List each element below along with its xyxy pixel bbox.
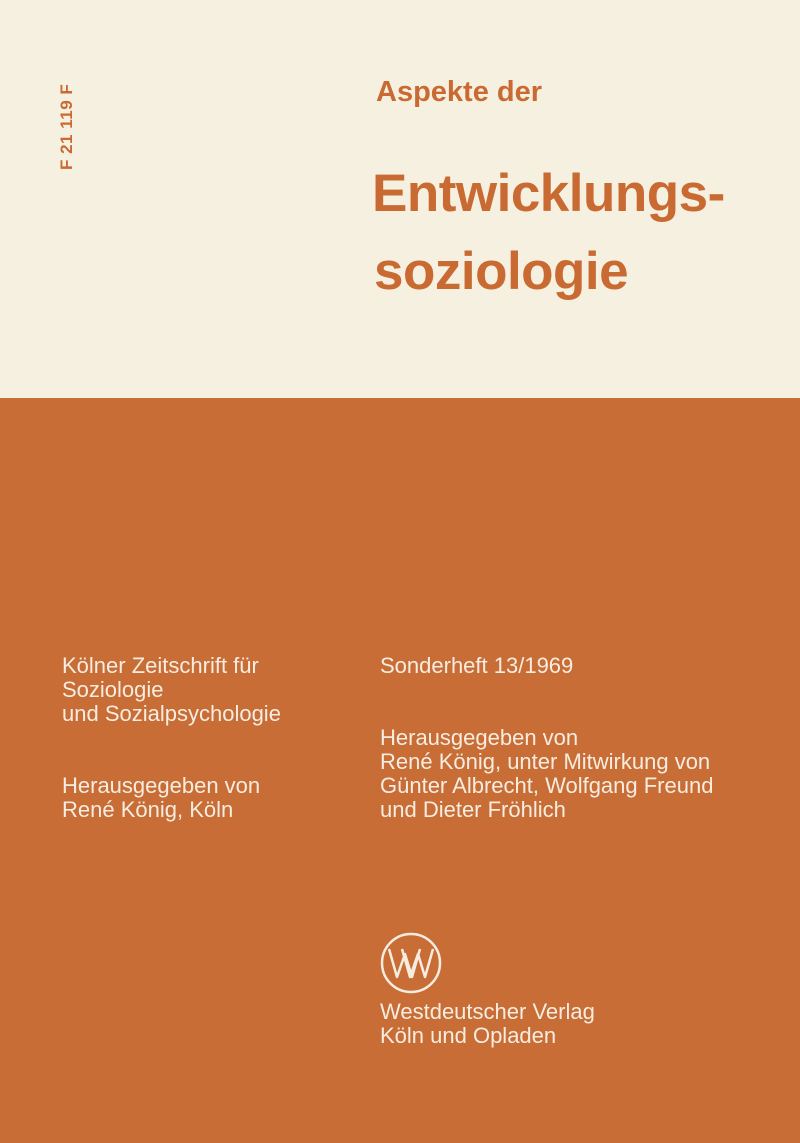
special-issue-label: Sonderheft 13/1969 <box>380 653 574 678</box>
editors-line: Herausgegeben von <box>380 725 579 750</box>
title-overline: Aspekte der <box>376 76 543 108</box>
publisher-name: Westdeutscher Verlag <box>380 999 595 1024</box>
journal-line: Soziologie <box>62 677 164 702</box>
publisher <box>380 1000 595 1048</box>
editors-line: René König, unter Mitwirkung von <box>380 749 711 774</box>
editors-line: und Dieter Fröhlich <box>380 797 566 822</box>
journal-name <box>62 654 281 726</box>
editor-line: Herausgegeben von <box>62 773 261 798</box>
title-line-1: Entwicklungs- <box>372 164 725 223</box>
journal-line: und Sozialpsychologie <box>62 701 281 726</box>
journal-editor <box>62 774 260 822</box>
title-line-2: soziologie <box>374 242 629 301</box>
editors-line: Günter Albrecht, Wolfgang Freund <box>380 773 714 798</box>
publisher-location: Köln und Opladen <box>380 1023 557 1048</box>
catalog-code: F 21 119 F <box>57 83 76 170</box>
editor-line: René König, Köln <box>62 797 234 822</box>
publisher-logo-icon <box>380 932 442 994</box>
issue-editors <box>380 726 713 822</box>
journal-line: Kölner Zeitschrift für <box>62 653 259 678</box>
special-issue <box>380 654 573 678</box>
